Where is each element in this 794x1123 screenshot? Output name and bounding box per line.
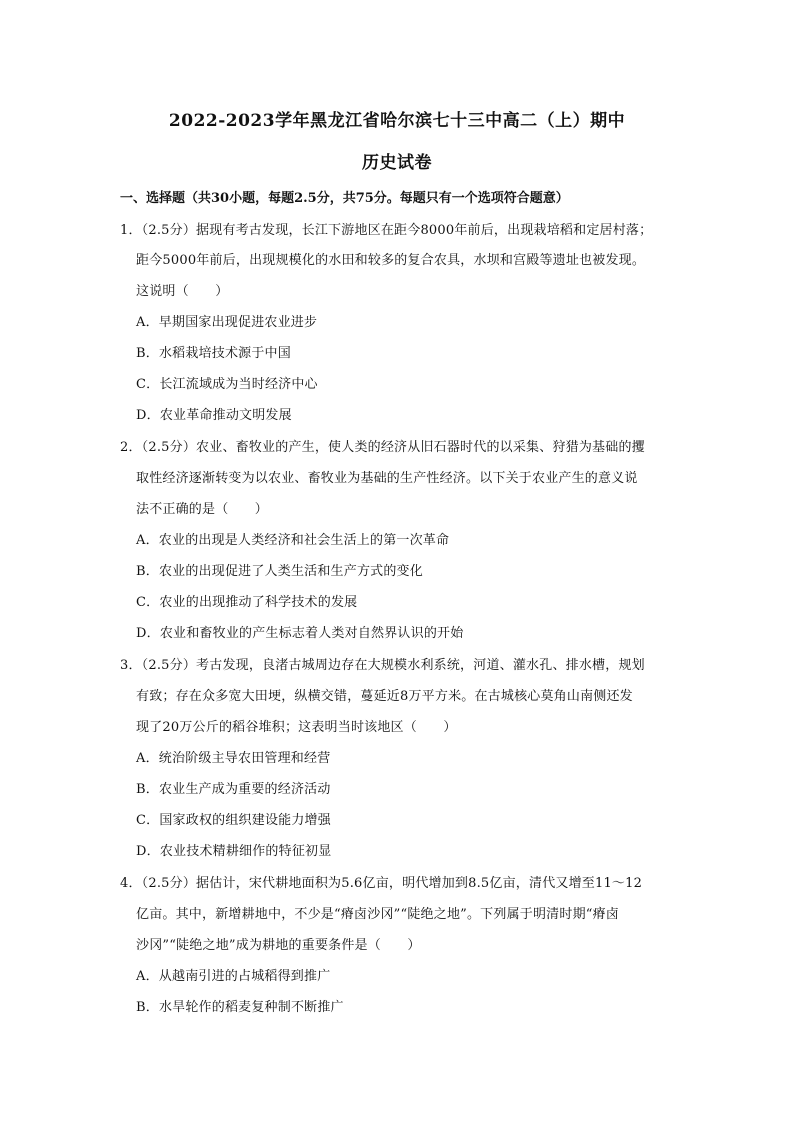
question-1-option-c[interactable]: C．长江流域成为当时经济中心 [136, 377, 318, 392]
question-1-option-a[interactable]: A．早期国家出现促进农业进步 [136, 315, 318, 330]
question-1-stem-line-3: 这说明（ ） [136, 284, 229, 299]
question-3-option-b[interactable]: B．农业生产成为重要的经济活动 [136, 782, 331, 797]
question-4-stem-line-1: 4．（2.5分）据估计，宋代耕地面积为5.6亿亩，明代增加到8.5亿亩，清代又增至11～12 [120, 876, 643, 891]
question-1-stem-line-1: 1．（2.5分）据现有考古发现，长江下游地区在距今8000年前后，出现栽培稻和定居村落； [120, 223, 653, 238]
section-heading: 一、选择题（共30小题，每题2.5分，共75分。每题只有一个选项符合题意） [120, 191, 569, 206]
question-2-stem-line-1: 2．（2.5分）农业、畜牧业的产生，使人类的经济从旧石器时代的以采集、狩猎为基础的攫 [120, 440, 645, 455]
question-3-stem-line-1: 3．（2.5分）考古发现，良渚古城周边存在大规模水利系统，河道、灌水孔、排水槽，规划 [120, 658, 645, 673]
question-1-option-d[interactable]: D．农业革命推动文明发展 [136, 408, 292, 423]
question-4-stem-line-3: 沙冈”“陡绝之地”成为耕地的重要条件是（ ） [136, 938, 421, 953]
exam-subject-title: 历史试卷 [362, 153, 432, 173]
question-2-stem-line-3: 法不正确的是（ ） [136, 502, 269, 517]
question-4-option-a[interactable]: A．从越南引进的占城稻得到推广 [136, 969, 331, 984]
question-2-option-b[interactable]: B．农业的出现促进了人类生活和生产方式的变化 [136, 564, 423, 579]
question-1-stem-line-2: 距今5000年前后，出现规模化的水田和较多的复合农具，水坝和宫殿等遗址也被发现。 [136, 253, 646, 268]
question-2-stem-line-2: 取性经济逐渐转变为以农业、畜牧业为基础的生产性经济。以下关于农业产生的意义说 [136, 471, 638, 486]
exam-title: 2022-2023学年黑龙江省哈尔滨七十三中高二（上）期中 [168, 111, 626, 131]
question-3-option-a[interactable]: A．统治阶级主导农田管理和经营 [136, 751, 331, 766]
question-4-option-b[interactable]: B．水旱轮作的稻麦复种制不断推广 [136, 1000, 344, 1015]
question-1-option-b[interactable]: B．水稻栽培技术源于中国 [136, 346, 291, 361]
question-3-option-d[interactable]: D．农业技术精耕细作的特征初显 [136, 844, 332, 859]
question-4-stem-line-2: 亿亩。其中，新增耕地中，不少是“瘠卤沙冈”“陡绝之地”。下列属于明清时期“瘠卤 [136, 907, 620, 922]
question-3-option-c[interactable]: C．国家政权的组织建设能力增强 [136, 813, 331, 828]
question-3-stem-line-3: 现了20万公斤的稻谷堆积；这表明当时该地区（ ） [136, 720, 457, 735]
question-3-stem-line-2: 有致；存在众多宽大田埂，纵横交错，蔓延近8万平方米。在古城核心莫角山南侧还发 [136, 689, 633, 704]
question-2-option-c[interactable]: C．农业的出现推动了科学技术的发展 [136, 595, 358, 610]
question-2-option-a[interactable]: A．农业的出现是人类经济和社会生活上的第一次革命 [136, 533, 450, 548]
question-2-option-d[interactable]: D．农业和畜牧业的产生标志着人类对自然界认识的开始 [136, 626, 464, 641]
